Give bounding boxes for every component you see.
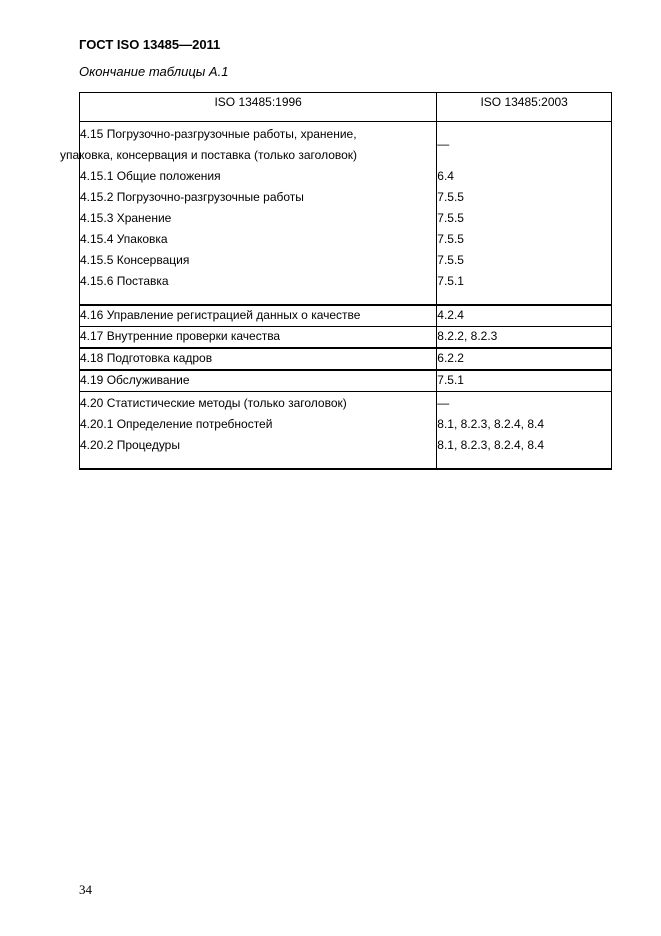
table-row	[80, 275, 612, 305]
clause-2003-cell: 7.5.1	[437, 275, 612, 305]
clause-1996-text-continued: упаковка, консервация и поставка (только заголовок)	[60, 148, 358, 162]
table-row	[80, 191, 612, 212]
clause-1996-cell: 4.18 Подготовка кадров	[80, 348, 437, 370]
table-row	[80, 122, 612, 171]
clause-1996-cell: 4.15.5 Консервация	[80, 254, 437, 275]
standard-title: ГОСТ ISO 13485—2011	[79, 37, 221, 52]
table-row	[80, 170, 612, 191]
clause-2003-cell: 7.5.5	[437, 254, 612, 275]
clause-1996-cell: 4.16 Управление регистрацией данных о качестве	[80, 305, 437, 327]
clause-1996-cell: 4.20 Статистические методы (только заголовок)	[80, 392, 437, 419]
table-row	[80, 392, 612, 419]
correspondence-table	[60, 92, 612, 470]
clause-2003-cell: 8.1, 8.2.3, 8.2.4, 8.4	[437, 418, 612, 439]
clause-1996-cell: 4.15.6 Поставка	[80, 275, 437, 305]
table-row	[80, 212, 612, 233]
table-caption: Окончание таблицы А.1	[79, 64, 229, 79]
clause-2003-cell: 6.4	[437, 170, 612, 191]
clause-2003-cell: —	[437, 392, 612, 419]
clause-2003-cell: 6.2.2	[437, 348, 612, 370]
clause-1996-cell: 4.19 Обслуживание	[80, 370, 437, 392]
table-row	[80, 348, 612, 370]
table-row	[80, 439, 612, 469]
clause-1996-text: 4.15 Погрузочно-разгрузочные работы, хранение,	[80, 127, 357, 141]
clause-2003-cell: 7.5.5	[437, 191, 612, 212]
clause-2003-cell: 7.5.5	[437, 212, 612, 233]
column-header-iso-2003: ISO 13485:2003	[437, 93, 612, 122]
clause-1996-cell: 4.20.1 Определение потребностей	[80, 418, 437, 439]
table-row	[80, 254, 612, 275]
clause-1996-cell: 4.15.1 Общие положения	[80, 170, 437, 191]
clause-2003-cell: —	[437, 122, 612, 171]
table-row	[80, 327, 612, 349]
table-row	[80, 370, 612, 392]
clause-2003-cell: 8.2.2, 8.2.3	[437, 327, 612, 349]
table-header-row	[80, 93, 612, 122]
page-number: 34	[79, 882, 92, 897]
table-row	[80, 233, 612, 254]
clause-1996-cell	[60, 122, 437, 171]
clause-2003-cell: 7.5.5	[437, 233, 612, 254]
clause-1996-cell: 4.15.2 Погрузочно-разгрузочные работы	[80, 191, 437, 212]
clause-1996-cell: 4.15.4 Упаковка	[80, 233, 437, 254]
clause-1996-cell: 4.17 Внутренние проверки качества	[80, 327, 437, 349]
table-row	[80, 305, 612, 327]
clause-2003-cell: 8.1, 8.2.3, 8.2.4, 8.4	[437, 439, 612, 469]
table-row	[80, 418, 612, 439]
clause-2003-cell: 4.2.4	[437, 305, 612, 327]
clause-2003-cell: 7.5.1	[437, 370, 612, 392]
column-header-iso-1996: ISO 13485:1996	[80, 93, 437, 122]
clause-1996-cell: 4.20.2 Процедуры	[80, 439, 437, 469]
clause-1996-cell: 4.15.3 Хранение	[80, 212, 437, 233]
